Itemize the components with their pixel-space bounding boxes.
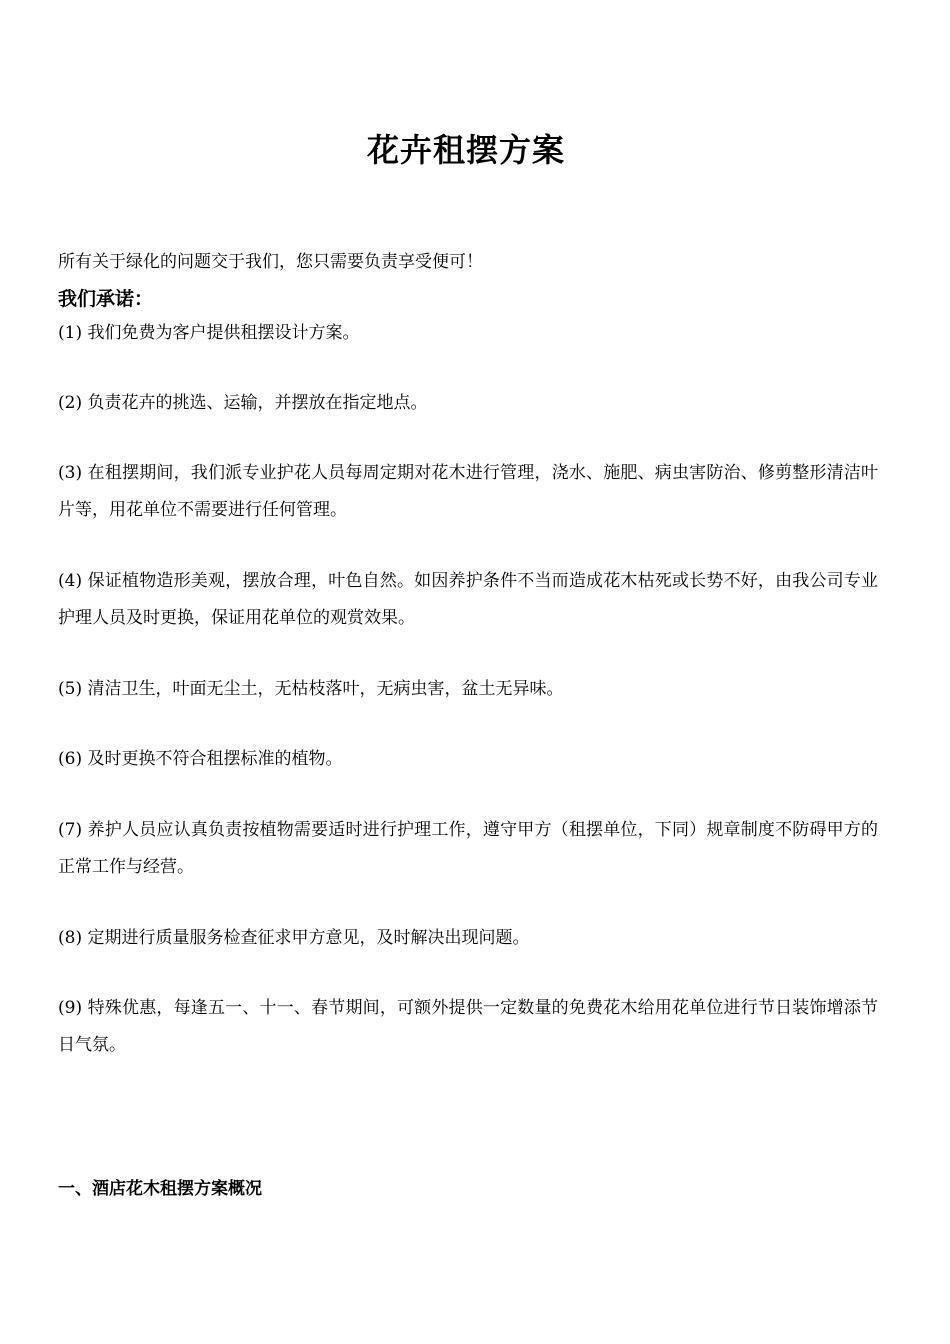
promise-item-5: (5) 清洁卫生，叶面无尘土，无枯枝落叶，无病虫害，盆土无异味。	[58, 679, 564, 699]
promise-item-3: (3) 在租摆期间，我们派专业护花人员每周定期对花木进行管理，浇水、施肥、病虫害防治、修剪整形清洁叶片等，用花单位不需要进行任何管理。	[58, 463, 878, 520]
promise-item-2: (2) 负责花卉的挑选、运输，并摆放在指定地点。	[58, 393, 428, 413]
intro-text: 所有关于绿化的问题交于我们，您只需要负责享受便可！	[58, 252, 483, 272]
promise-item-9: (9) 特殊优惠，每逢五一、十一、春节期间，可额外提供一定数量的免费花木给用花单位进行节日装饰增添节日气氛。	[58, 998, 878, 1055]
promise-item-6: (6) 及时更换不符合租摆标准的植物。	[58, 749, 343, 769]
promise-item-4: (4) 保证植物造形美观，摆放合理，叶色自然。如因养护条件不当而造成花木枯死或长势不好，由我公司专业护理人员及时更换，保证用花单位的观赏效果。	[58, 571, 878, 628]
section-heading: 一、酒店花木租摆方案概况	[58, 1179, 262, 1199]
promise-item-7: (7) 养护人员应认真负责按植物需要适时进行护理工作，遵守甲方（租摆单位，下同）规章制度不防碍甲方的正常工作与经营。	[58, 820, 878, 877]
promise-item-1: (1) 我们免费为客户提供租摆设计方案。	[58, 323, 360, 343]
document-title: 花卉租摆方案	[366, 131, 565, 169]
promise-heading: 我们承诺：	[58, 288, 154, 310]
promise-item-8: (8) 定期进行质量服务检查征求甲方意见，及时解决出现问题。	[58, 928, 530, 948]
